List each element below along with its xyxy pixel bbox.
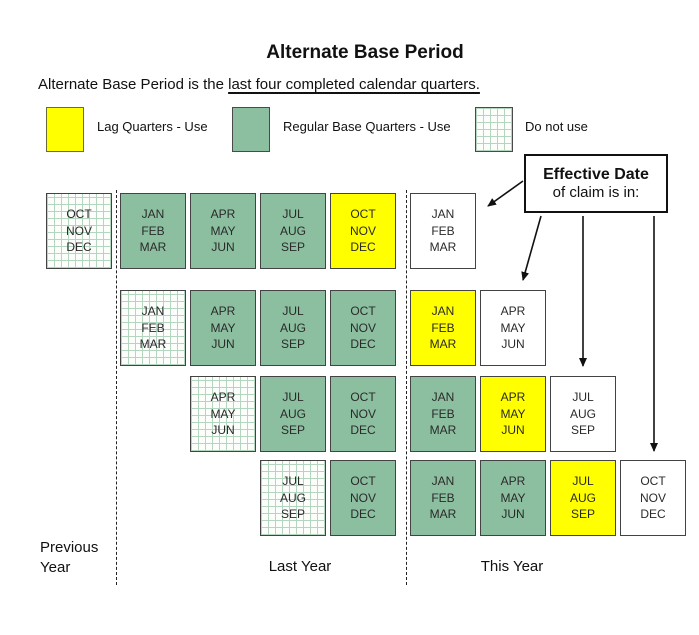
month-label: SEP [280,337,305,352]
quarter-cell-regular [410,460,476,536]
month-label: JAN [431,207,455,222]
month-label: APR [210,207,236,222]
month-label: JUL [572,474,594,489]
quarter-cell-regular [260,193,326,269]
month-label: MAY [210,223,236,238]
month-label: FEB [141,223,165,238]
quarter-cell-regular [330,376,396,452]
quarter-cell-donotuse [190,376,256,452]
legend-swatch-lag [46,107,84,152]
month-label: FEB [431,406,455,421]
month-label: FEB [431,490,455,505]
month-label: JAN [431,304,455,319]
month-label: OCT [350,304,376,319]
month-label: OCT [640,474,666,489]
month-label: MAR [429,240,457,255]
month-label: AUG [569,406,596,421]
page-title: Alternate Base Period [266,42,464,63]
month-label: SEP [280,423,305,438]
quarter-cell-plain [620,460,686,536]
month-label: JUN [211,423,235,438]
month-label: OCT [350,390,376,405]
quarter-cell-regular [330,290,396,366]
month-label: JUN [501,337,525,352]
month-label: FEB [141,320,165,335]
month-label: JUL [572,390,594,405]
previous-year-line1: Previous [40,539,99,556]
month-label: MAR [429,507,457,522]
month-label: JUN [211,337,235,352]
month-label: JUN [501,507,525,522]
quarter-cell-plain [410,193,476,269]
month-label: MAY [210,320,236,335]
quarter-cell-regular [120,193,186,269]
quarter-cell-regular [190,193,256,269]
subtitle-prefix: Alternate Base Period is the [38,76,229,93]
legend-label-regular: Regular Base Quarters - Use [283,119,451,134]
month-label: SEP [570,423,595,438]
month-label: NOV [639,490,666,505]
quarter-cell-regular [260,290,326,366]
quarter-cell-regular [260,376,326,452]
month-label: APR [500,304,526,319]
separator-previous-last-year [116,190,117,585]
month-label: DEC [350,240,376,255]
quarter-cell-regular [410,376,476,452]
quarter-cell-lag [330,193,396,269]
month-label: JAN [141,207,165,222]
month-label: DEC [66,240,92,255]
month-label: JAN [141,304,165,319]
quarter-cell-regular [190,290,256,366]
month-label: MAY [500,320,526,335]
subtitle-underlined: last four completed calendar quarters. [228,76,480,93]
month-label: OCT [66,207,92,222]
quarter-cell-regular [330,460,396,536]
month-label: DEC [640,507,666,522]
month-label: DEC [350,507,376,522]
quarter-cell-lag [550,460,616,536]
month-label: JUL [282,304,304,319]
month-label: MAY [210,406,236,421]
month-label: JUL [282,390,304,405]
month-label: NOV [349,223,376,238]
month-label: MAR [139,240,167,255]
month-label: MAR [429,337,457,352]
quarter-cell-regular [480,460,546,536]
month-label: NOV [349,320,376,335]
month-label: DEC [350,423,376,438]
month-label: NOV [349,490,376,505]
month-label: OCT [350,207,376,222]
month-label: JUL [282,207,304,222]
month-label: JAN [431,390,455,405]
legend-label-lag: Lag Quarters - Use [97,119,208,134]
month-label: AUG [279,490,306,505]
legend-swatch-regular [232,107,270,152]
quarter-cell-plain [480,290,546,366]
month-label: AUG [279,406,306,421]
callout-line2: of claim is in: [552,184,640,201]
subtitle [38,76,480,93]
month-label: APR [210,390,236,405]
callout-line1: Effective Date [543,166,649,183]
month-label: FEB [431,223,455,238]
month-label: JUN [211,240,235,255]
previous-year-label [40,538,98,578]
month-label: MAY [500,406,526,421]
arrow-to-q1 [488,181,523,206]
month-label: MAY [500,490,526,505]
effective-date-callout [524,154,668,213]
month-label: JUL [282,474,304,489]
month-label: MAR [429,423,457,438]
separator-last-this-year [406,190,407,585]
month-label: SEP [570,507,595,522]
month-label: FEB [431,320,455,335]
month-label: DEC [350,337,376,352]
month-label: APR [500,474,526,489]
quarter-cell-donotuse [260,460,326,536]
month-label: AUG [569,490,596,505]
month-label: APR [500,390,526,405]
month-label: JAN [431,474,455,489]
quarter-cell-donotuse [120,290,186,366]
month-label: MAR [139,337,167,352]
month-label: AUG [279,320,306,335]
arrow-to-q2 [523,216,541,280]
quarter-cell-lag [480,376,546,452]
previous-year-line2: Year [40,559,71,576]
this-year-label: This Year [480,558,544,575]
legend-swatch-donotuse [475,107,513,152]
last-year-label: Last Year [268,558,332,575]
month-label: AUG [279,223,306,238]
month-label: SEP [280,507,305,522]
quarter-cell-donotuse [46,193,112,269]
quarter-cell-plain [550,376,616,452]
month-label: NOV [349,406,376,421]
quarter-cell-lag [410,290,476,366]
legend-label-donotuse: Do not use [525,119,588,134]
month-label: OCT [350,474,376,489]
month-label: APR [210,304,236,319]
month-label: JUN [501,423,525,438]
month-label: SEP [280,240,305,255]
month-label: NOV [65,223,92,238]
